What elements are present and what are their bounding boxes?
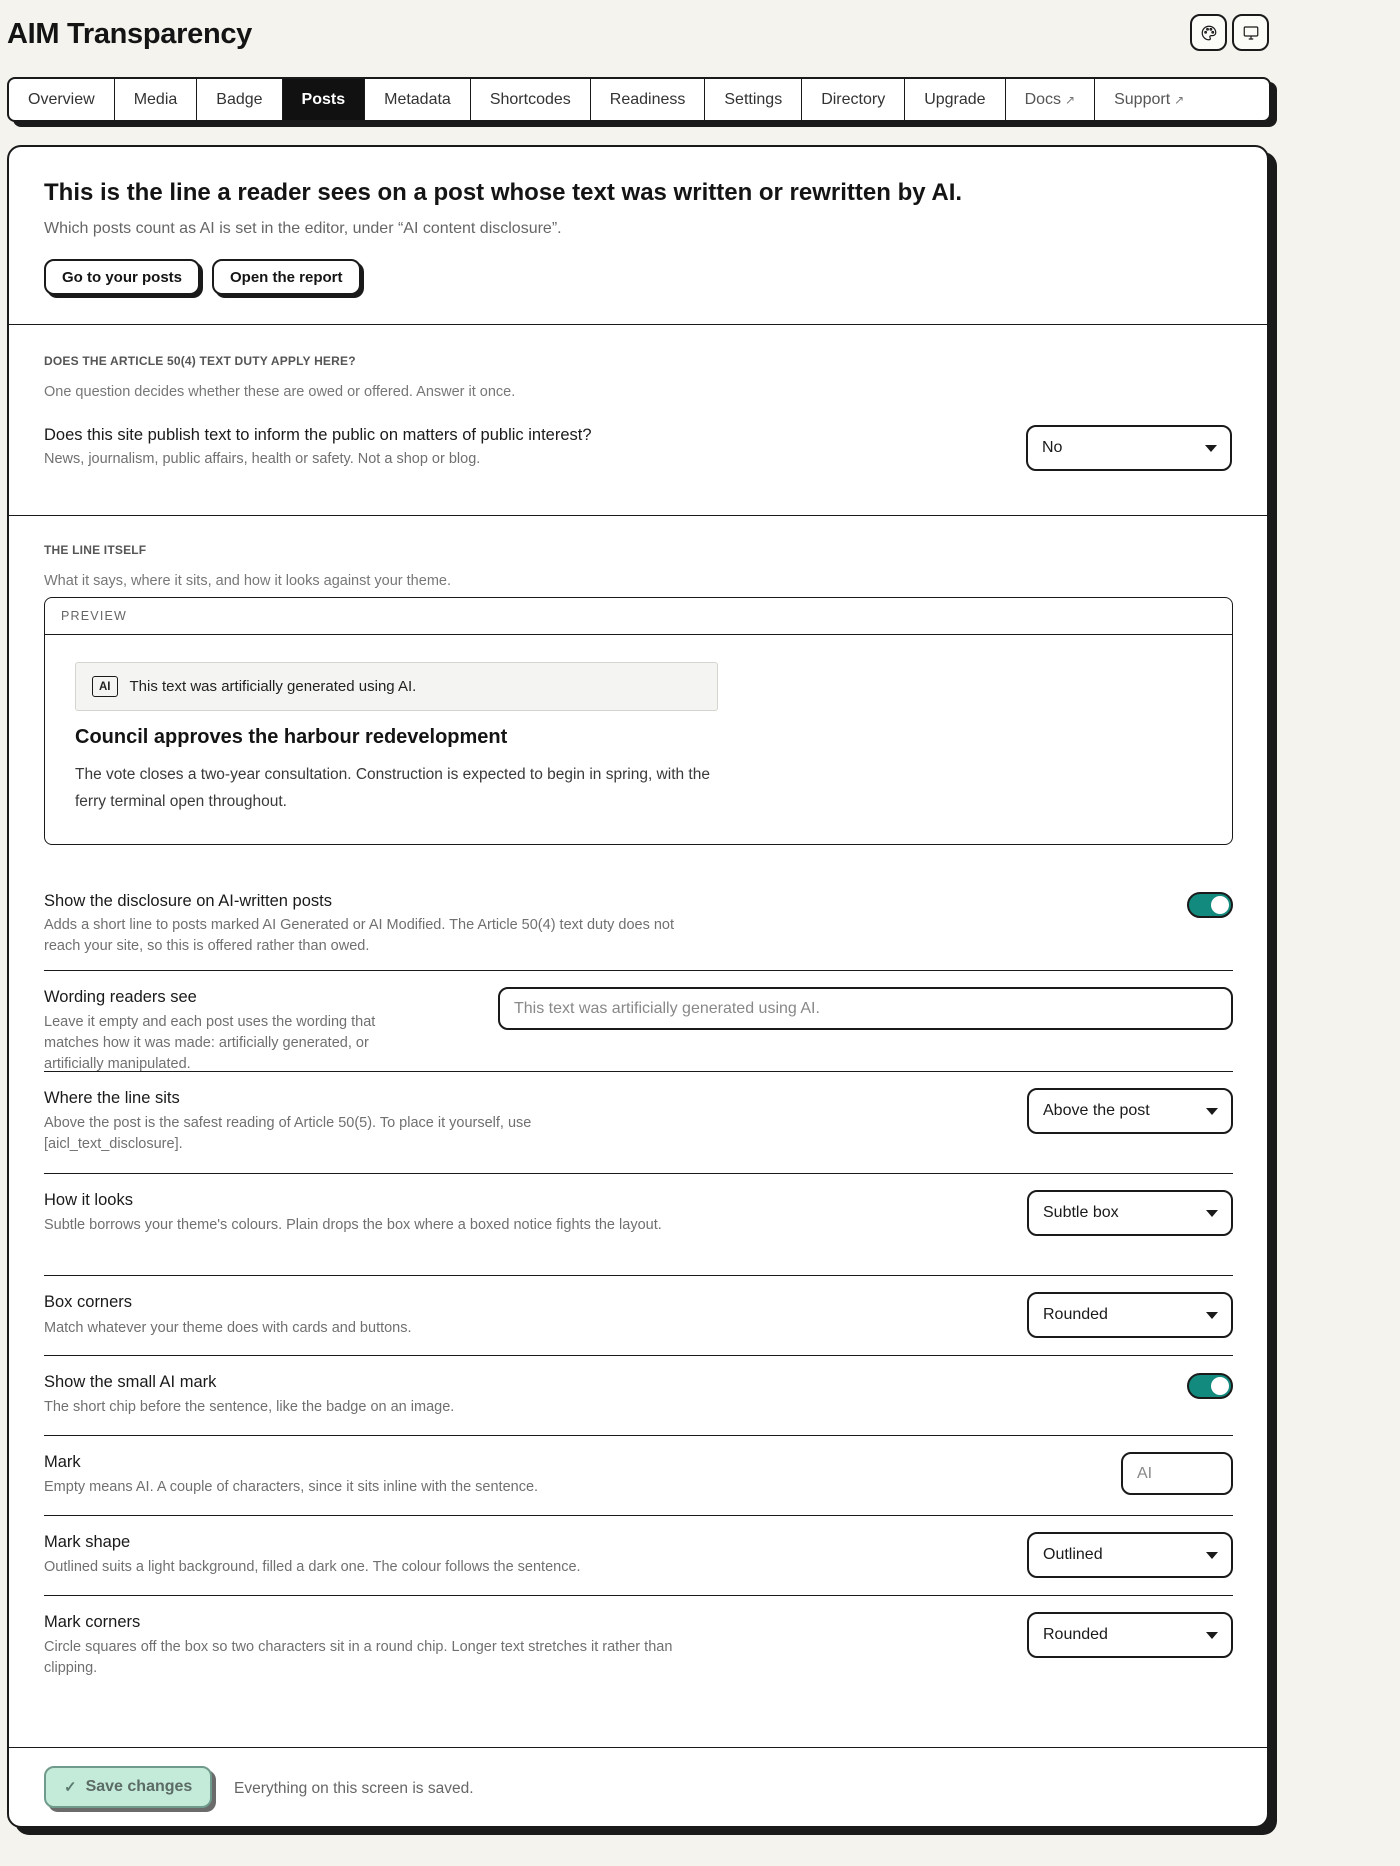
public-interest-hint: News, journalism, public affairs, health or safety. Not a shop or blog.	[44, 451, 481, 467]
section-label: THE LINE ITSELF	[44, 543, 147, 557]
tab-label: Media	[133, 90, 178, 108]
setting-position	[44, 1071, 1233, 1173]
tab-readiness[interactable]	[591, 79, 706, 120]
go-to-posts-button[interactable]: Go to your posts	[44, 259, 200, 295]
tab-docs[interactable]	[1006, 79, 1096, 120]
mark-shape-select[interactable]	[1027, 1532, 1233, 1578]
section-label: DOES THE ARTICLE 50(4) TEXT DUTY APPLY HERE?	[44, 354, 356, 368]
app-header	[7, 14, 1269, 58]
tab-shortcodes[interactable]	[471, 79, 591, 120]
duty-section	[9, 325, 1267, 516]
position-select[interactable]	[1027, 1088, 1233, 1134]
setting-title: How it looks	[44, 1191, 133, 1209]
tab-label: Directory	[821, 90, 886, 108]
chevron-down-icon	[1206, 1210, 1218, 1217]
save-footer	[9, 1747, 1267, 1828]
tab-label: Docs	[1024, 90, 1062, 108]
chevron-down-icon	[1205, 445, 1217, 452]
setting-style	[44, 1173, 1233, 1274]
setting-title: Mark	[44, 1453, 81, 1471]
tab-label: Badge	[216, 90, 263, 108]
tab-overview[interactable]	[9, 79, 115, 120]
setting-description: Match whatever your theme does with cards and buttons.	[44, 1320, 412, 1336]
tab-label: Readiness	[609, 90, 686, 108]
preview-header: PREVIEW	[45, 598, 1232, 635]
setting-title: Mark corners	[44, 1613, 141, 1631]
tab-upgrade[interactable]	[905, 79, 1005, 120]
tab-label: Metadata	[384, 90, 451, 108]
save-button[interactable]	[44, 1766, 212, 1808]
tab-label: Posts	[301, 90, 346, 108]
setting-description: Subtle borrows your theme's colours. Plain drops the box where a boxed notice fights the layout.	[44, 1217, 662, 1233]
setting-title: Mark shape	[44, 1533, 131, 1551]
select-value: Rounded	[1043, 1626, 1108, 1643]
tab-label: Upgrade	[924, 90, 986, 108]
tab-posts[interactable]	[283, 79, 366, 120]
style-select[interactable]	[1027, 1190, 1233, 1236]
open-report-button[interactable]: Open the report	[212, 259, 361, 295]
external-link-icon: ↗	[1065, 92, 1076, 107]
setting-description: Above the post is the safest reading of Article 50(5). To place it yourself, use [aicl_text_disclosure].	[44, 1115, 532, 1152]
tab-directory[interactable]	[802, 79, 905, 120]
section-description: What it says, where it sits, and how it looks against your theme.	[44, 573, 451, 589]
chevron-down-icon	[1206, 1552, 1218, 1559]
select-value: Subtle box	[1043, 1204, 1119, 1221]
disclosure-preview	[44, 597, 1233, 845]
tab-label: Support	[1114, 90, 1171, 108]
display-button[interactable]	[1232, 14, 1269, 51]
setting-description: Adds a short line to posts marked AI Generated or AI Modified. The Article 50(4) text duty does not reach your site, so this is offered rather than owed.	[44, 917, 675, 954]
select-value: Above the post	[1043, 1102, 1150, 1119]
tab-bar	[7, 77, 1271, 122]
save-button-label: Save changes	[85, 1778, 193, 1795]
select-value: Outlined	[1043, 1546, 1103, 1563]
section-description: One question decides whether these are owed or offered. Answer it once.	[44, 384, 516, 400]
setting-title: Show the small AI mark	[44, 1373, 217, 1391]
setting-description: Leave it empty and each post uses the wording that matches how it was made: artificially generated, or artificially manipulated.	[44, 1014, 376, 1072]
setting-description: The short chip before the sentence, like the badge on an image.	[44, 1399, 455, 1415]
page-subtitle: Which posts count as AI is set in the editor, under “AI content disclosure”.	[44, 220, 562, 237]
chevron-down-icon	[1206, 1108, 1218, 1115]
tab-media[interactable]	[115, 79, 198, 120]
tab-support[interactable]	[1095, 79, 1203, 120]
preview-article-body: The vote closes a two-year consultation. Construction is expected to begin in spring, with the ferry terminal open throughout.	[75, 766, 710, 810]
tab-label: Settings	[724, 90, 783, 108]
preview-disclosure-text: This text was artificially generated using AI.	[129, 678, 417, 695]
select-value: Rounded	[1043, 1306, 1108, 1323]
save-status: Everything on this screen is saved.	[234, 1780, 474, 1797]
chevron-down-icon	[1206, 1632, 1218, 1639]
tab-settings[interactable]	[705, 79, 802, 120]
setting-mark	[44, 1435, 1233, 1515]
external-link-icon: ↗	[1174, 92, 1185, 107]
app-title: AIM Transparency	[7, 18, 253, 50]
mark-input[interactable]	[1121, 1452, 1233, 1495]
posts-settings-card	[7, 145, 1269, 1828]
tab-label: Overview	[28, 90, 95, 108]
box-corners-select[interactable]	[1027, 1292, 1233, 1338]
setting-mark-shape	[44, 1515, 1233, 1595]
tab-badge[interactable]	[197, 79, 282, 120]
setting-box-corners	[44, 1275, 1233, 1356]
public-interest-question: Does this site publish text to inform the public on matters of public interest?	[44, 426, 592, 444]
wording-input[interactable]	[498, 987, 1233, 1030]
setting-title: Box corners	[44, 1293, 133, 1311]
setting-description: Outlined suits a light background, filled a dark one. The colour follows the sentence.	[44, 1559, 581, 1575]
tab-metadata[interactable]	[365, 79, 471, 120]
show-mark-toggle[interactable]	[1187, 1373, 1233, 1399]
toggle-knob	[1211, 896, 1229, 914]
setting-title: Where the line sits	[44, 1089, 180, 1107]
setting-wording	[44, 970, 1233, 1074]
setting-show-mark	[44, 1355, 1233, 1435]
ai-mark-chip: AI	[92, 676, 118, 697]
toggle-knob	[1211, 1377, 1229, 1395]
page-title: This is the line a reader sees on a post whose text was written or rewritten by AI.	[44, 179, 963, 206]
chevron-down-icon	[1206, 1312, 1218, 1319]
public-interest-select[interactable]	[1026, 425, 1232, 471]
setting-title: Wording readers see	[44, 988, 197, 1006]
tab-label: Shortcodes	[489, 90, 571, 108]
setting-mark-corners	[44, 1595, 1233, 1697]
select-value: No	[1042, 439, 1063, 456]
monitor-icon	[1242, 24, 1260, 42]
check-icon: ✓	[64, 1779, 77, 1796]
setting-title: Show the disclosure on AI-written posts	[44, 892, 332, 910]
hero-section	[9, 147, 1267, 325]
palette-icon	[1200, 24, 1218, 42]
setting-description: Empty means AI. A couple of characters, since it sits inline with the sentence.	[44, 1479, 539, 1495]
preview-disclosure-line	[75, 662, 718, 711]
preview-article-title: Council approves the harbour redevelopment	[75, 726, 508, 748]
theme-button[interactable]	[1190, 14, 1227, 51]
show-disclosure-toggle[interactable]	[1187, 892, 1233, 918]
setting-description: Circle squares off the box so two characters sit in a round chip. Longer text stretches it rather than clipping.	[44, 1639, 673, 1676]
mark-corners-select[interactable]	[1027, 1612, 1233, 1658]
